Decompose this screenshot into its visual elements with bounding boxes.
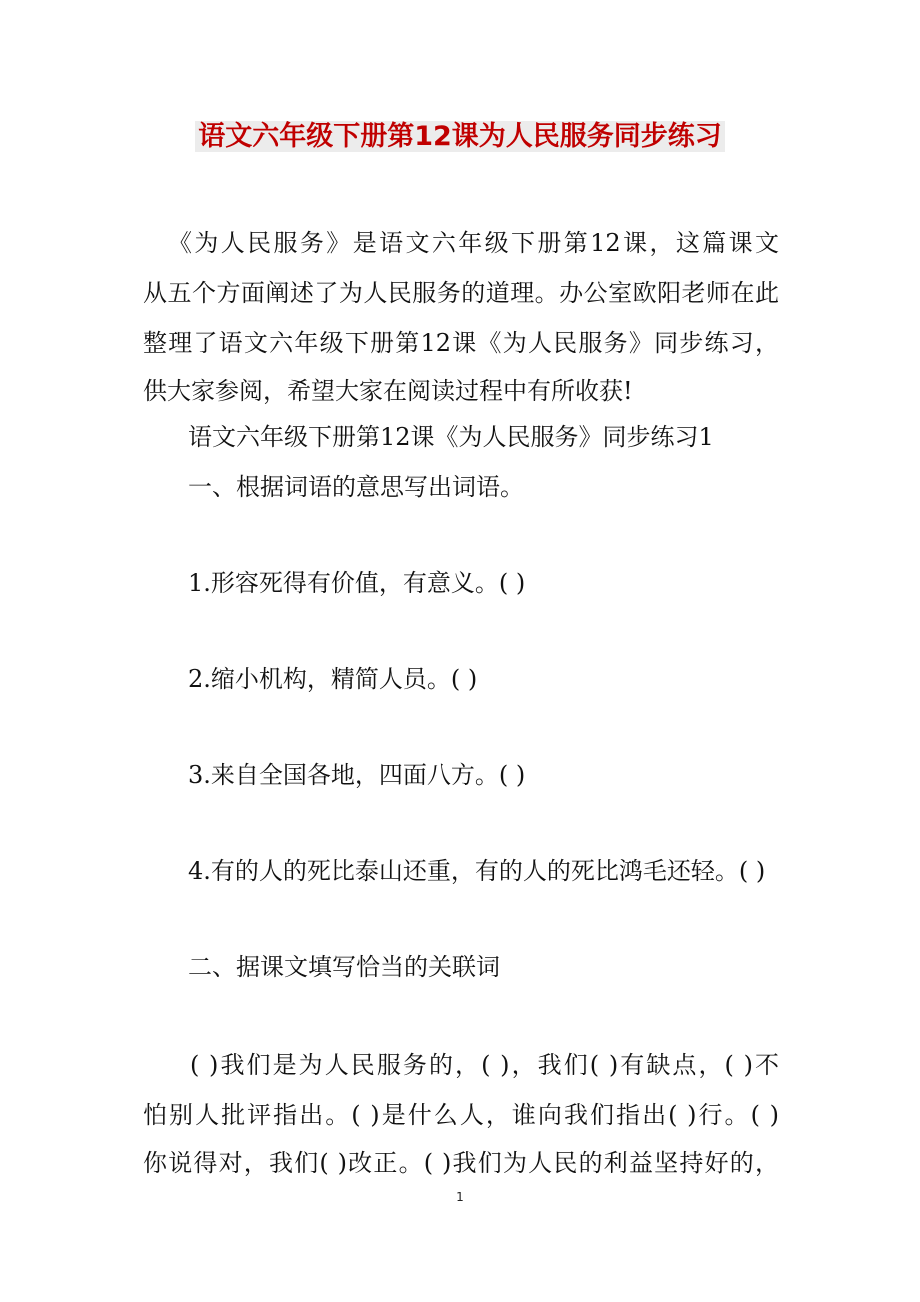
section-2-heading: 二、据课文填写恰当的关联词 [188,953,500,981]
intro-line-2: 从五个方面阐述了为人民服务的道理。办公室欧阳老师在此 [143,279,779,307]
section-1-item: 4.有的人的死比泰山还重，有的人的死比鸿毛还轻。( ) [188,857,766,885]
section-1-item: 2.缩小机构，精简人员。( ) [188,665,478,693]
section-1-item: 1.形容死得有价值，有意义。( ) [188,569,526,597]
document-title-text: 语文六年级下册第12课为人民服务同步练习 [195,121,725,152]
document-title [0,117,920,157]
intro-line-3: 整理了语文六年级下册第12课《为人民服务》同步练习， [143,329,779,357]
section-2-paragraph-line-2: 怕别人批评指出。( )是什么人，谁向我们指出( )行。( ) [143,1101,779,1129]
section-2-paragraph-line-1: ( )我们是为人民服务的，( )，我们( )有缺点，( )不 [190,1051,779,1079]
section-1-heading: 一、根据词语的意思写出词语。 [188,473,524,501]
intro-line-4: 供大家参阅，希望大家在阅读过程中有所收获! [143,377,633,405]
intro-line-1: 《为人民服务》是语文六年级下册第12课，这篇课文 [168,229,779,257]
exercise-subtitle: 语文六年级下册第12课《为人民服务》同步练习1 [188,423,714,451]
section-1-item: 3.来自全国各地，四面八方。( ) [188,761,526,789]
section-2-paragraph-line-3: 你说得对，我们( )改正。( )我们为人民的利益坚持好的， [143,1149,779,1177]
page-number: 1 [456,1190,464,1204]
